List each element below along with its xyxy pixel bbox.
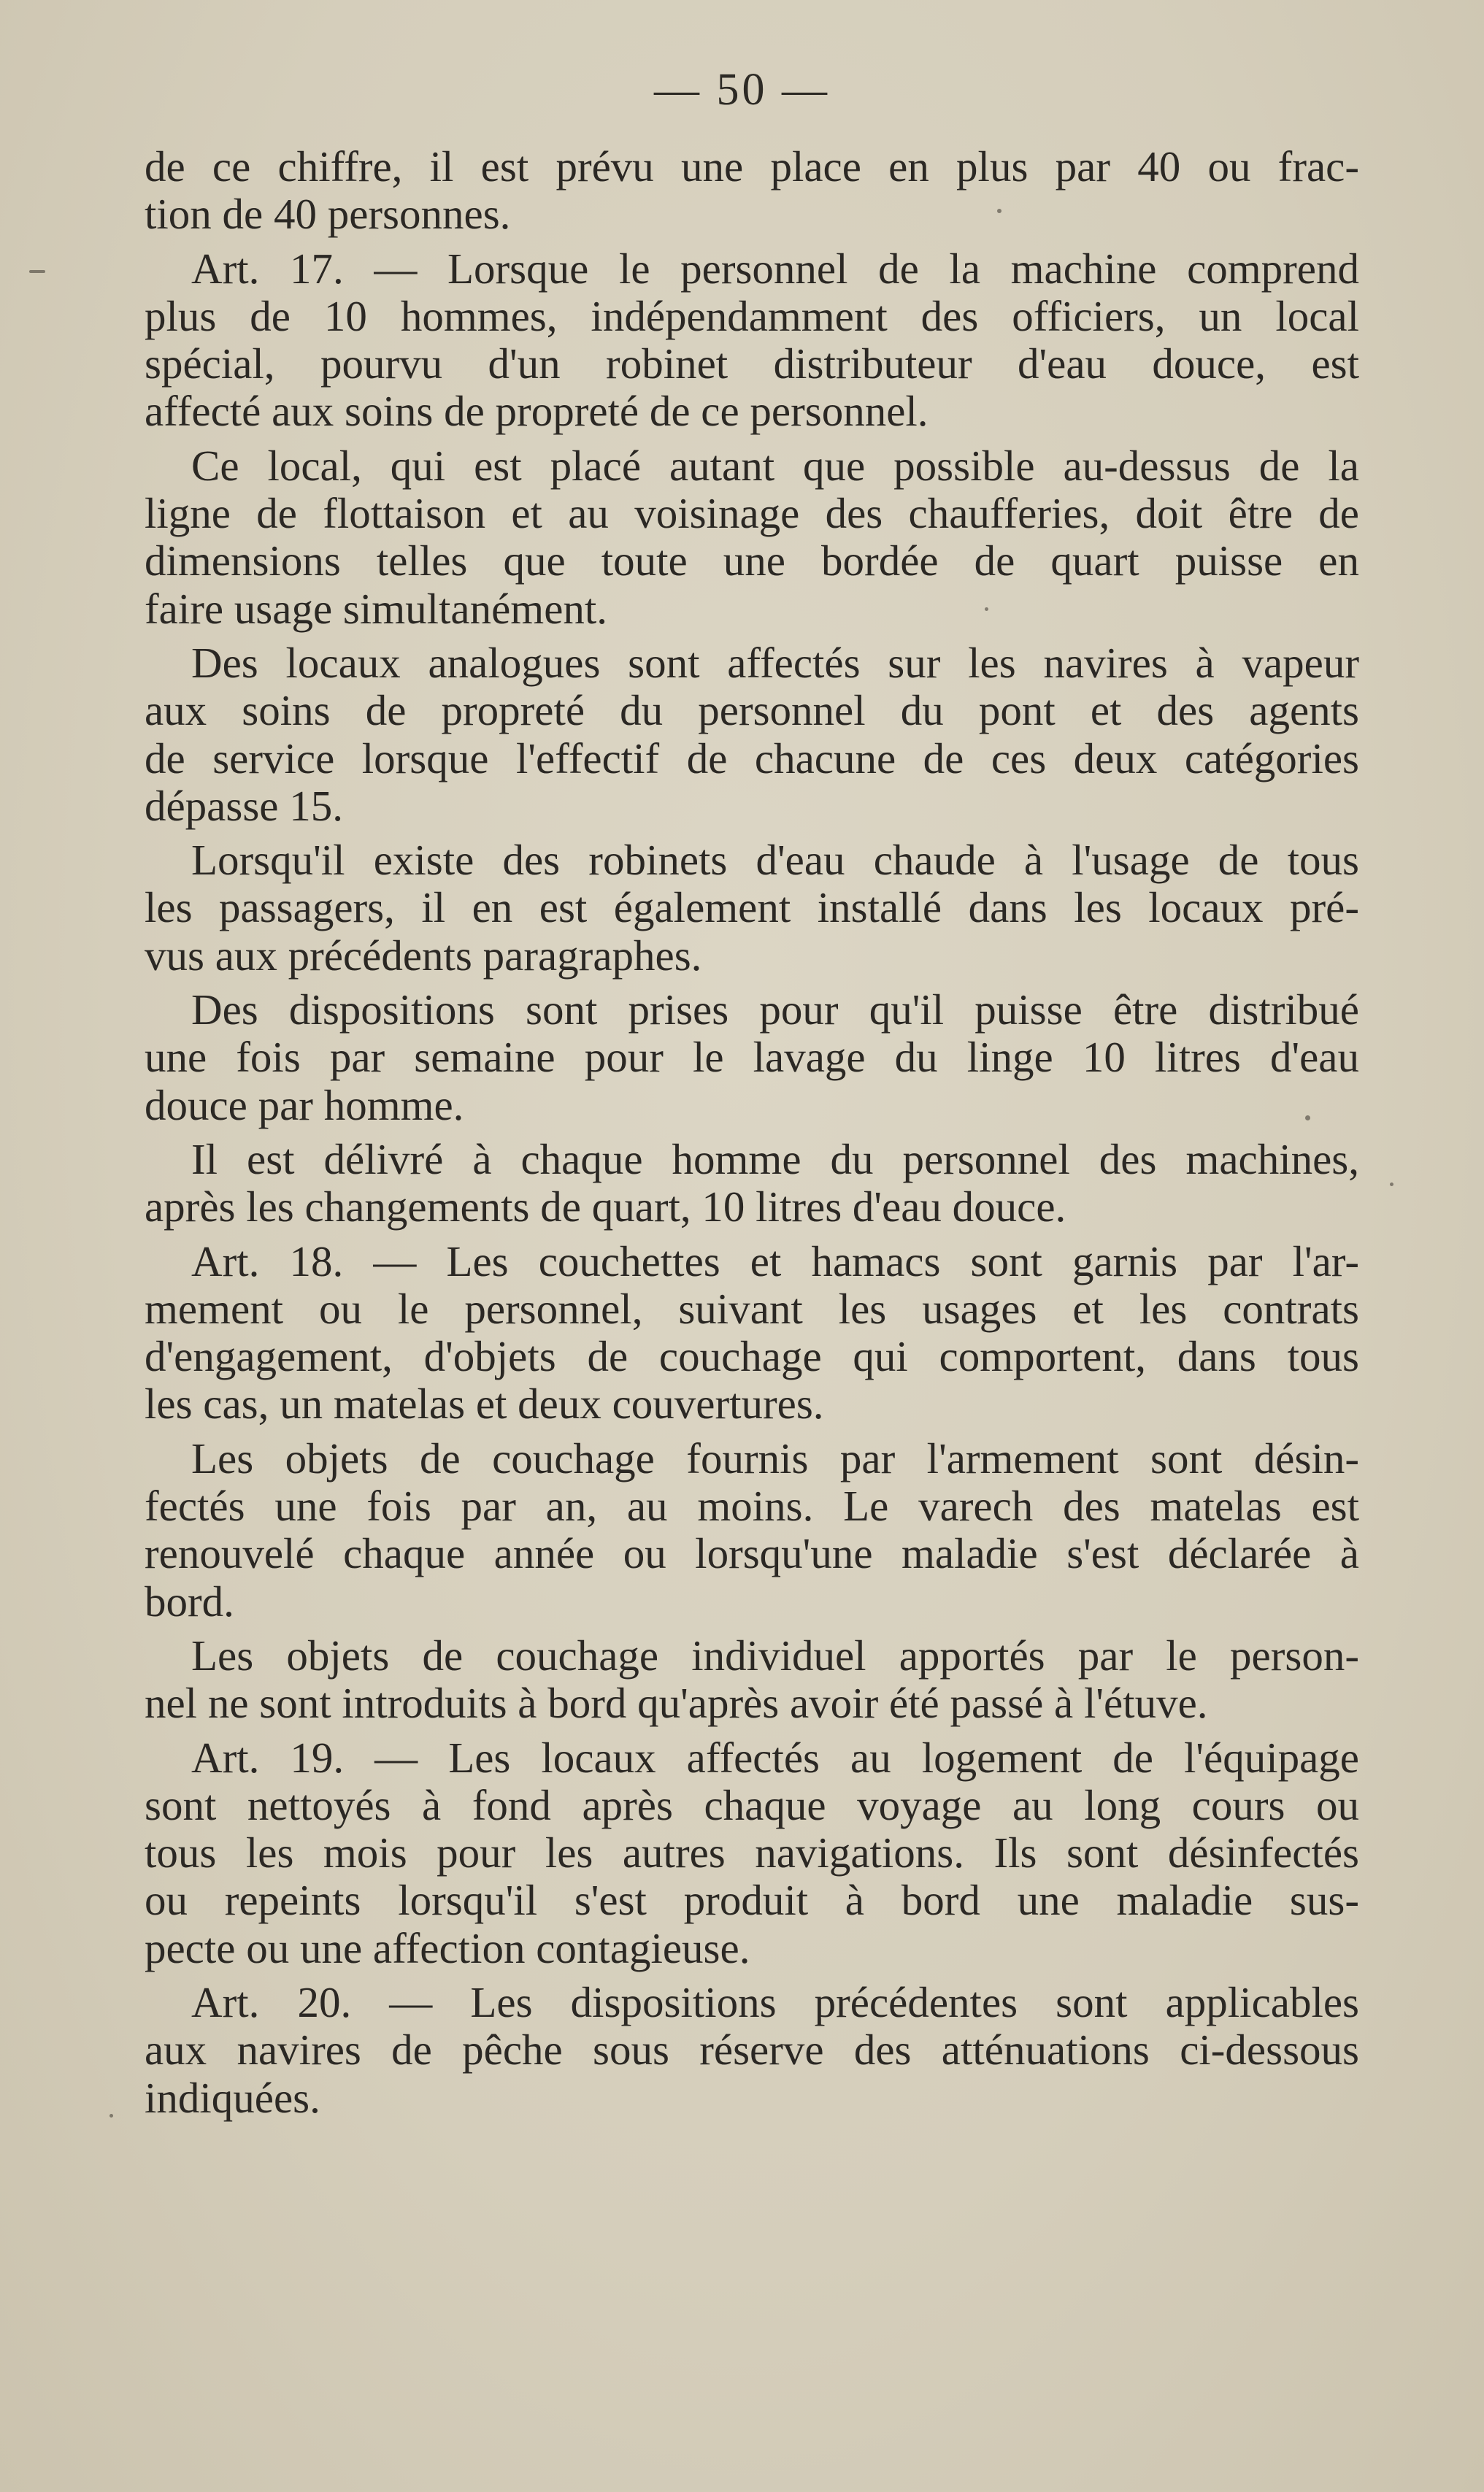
- text-line: ou repeints lorsqu'il s'est produit à bord une maladie sus-: [145, 1876, 1359, 1925]
- article-18-line: Art. 18. — Les couchettes et hamacs sont garnis par l'ar-: [191, 1237, 1359, 1285]
- text-line: faire usage simultanément.: [145, 584, 608, 633]
- speck: [109, 2114, 113, 2118]
- text-line: nel ne sont introduits à bord qu'après avoir été passé à l'étuve.: [145, 1679, 1208, 1728]
- speck: [1390, 1182, 1393, 1186]
- article-17-line: Art. 17. — Lorsque le personnel de la machine comprend: [191, 244, 1359, 293]
- text-line: Les objets de couchage fournis par l'armement sont désin-: [191, 1434, 1359, 1482]
- text-line: les passagers, il en est également installé dans les locaux pré-: [145, 883, 1359, 932]
- text-line: Des dispositions sont prises pour qu'il puisse être distribué: [191, 985, 1359, 1034]
- text-line: Les objets de couchage individuel apportés par le person-: [191, 1631, 1359, 1680]
- page-number: — 50 —: [654, 65, 830, 115]
- text-line: une fois par semaine pour le lavage du linge 10 litres d'eau: [145, 1033, 1359, 1082]
- text-line: ligne de flottaison et au voisinage des chaufferies, doit être de: [145, 489, 1359, 538]
- text-line: aux soins de propreté du personnel du pont et des agents: [145, 686, 1359, 735]
- text-line: aux navires de pêche sous réserve des atténuations ci-dessous: [145, 2026, 1359, 2074]
- text-line: Des locaux analogues sont affectés sur les navires à vapeur: [191, 638, 1359, 687]
- text-line: tous les mois pour les autres navigations. Ils sont désinfectés: [145, 1828, 1359, 1877]
- text-line: bord.: [145, 1577, 234, 1626]
- text-line: indiquées.: [145, 2073, 320, 2122]
- text-line: dépasse 15.: [145, 781, 343, 830]
- text-line: d'engagement, d'objets de couchage qui comportent, dans tous: [145, 1332, 1359, 1381]
- article-19-line: Art. 19. — Les locaux affectés au logement de l'équipage: [191, 1733, 1359, 1782]
- text-line: douce par homme.: [145, 1080, 464, 1129]
- text-line: renouvelé chaque année ou lorsqu'une maladie s'est déclarée à: [145, 1529, 1359, 1578]
- text-line: affecté aux soins de propreté de ce personnel.: [145, 387, 929, 436]
- text-line: les cas, un matelas et deux couvertures.: [145, 1380, 824, 1428]
- text-line: vus aux précédents paragraphes.: [145, 931, 702, 980]
- speck: [985, 607, 988, 611]
- text-line: sont nettoyés à fond après chaque voyage au long cours ou: [145, 1780, 1359, 1829]
- text-line: fectés une fois par an, au moins. Le varech des matelas est: [145, 1482, 1359, 1531]
- text-line: dimensions telles que toute une bordée de quart puisse en: [145, 537, 1359, 585]
- text-line: Lorsqu'il existe des robinets d'eau chaude à l'usage de tous: [191, 836, 1359, 885]
- body-text: [145, 143, 1359, 2122]
- text-line: pecte ou une affection contagieuse.: [145, 1923, 750, 1972]
- text-line: Il est délivré à chaque homme du personnel des machines,: [191, 1134, 1359, 1183]
- text-line: Ce local, qui est placé autant que possible au-dessus de la: [191, 441, 1359, 490]
- text-line: de ce chiffre, il est prévu une place en plus par 40 ou frac-: [145, 142, 1359, 191]
- article-20-line: Art. 20. — Les dispositions précédentes sont applicables: [191, 1977, 1359, 2026]
- text-line: mement ou le personnel, suivant les usages et les contrats: [145, 1284, 1359, 1333]
- speck: [997, 209, 1001, 213]
- text-line: spécial, pourvu d'un robinet distributeur d'eau douce, est: [145, 339, 1359, 388]
- text-line: tion de 40 personnes.: [145, 190, 511, 239]
- text-line: plus de 10 hommes, indépendamment des officiers, un local: [145, 291, 1359, 340]
- speck: [1305, 1115, 1310, 1120]
- text-line: après les changements de quart, 10 litres d'eau douce.: [145, 1182, 1066, 1231]
- speck: [29, 270, 45, 273]
- text-line: de service lorsque l'effectif de chacune de ces deux catégories: [145, 734, 1359, 782]
